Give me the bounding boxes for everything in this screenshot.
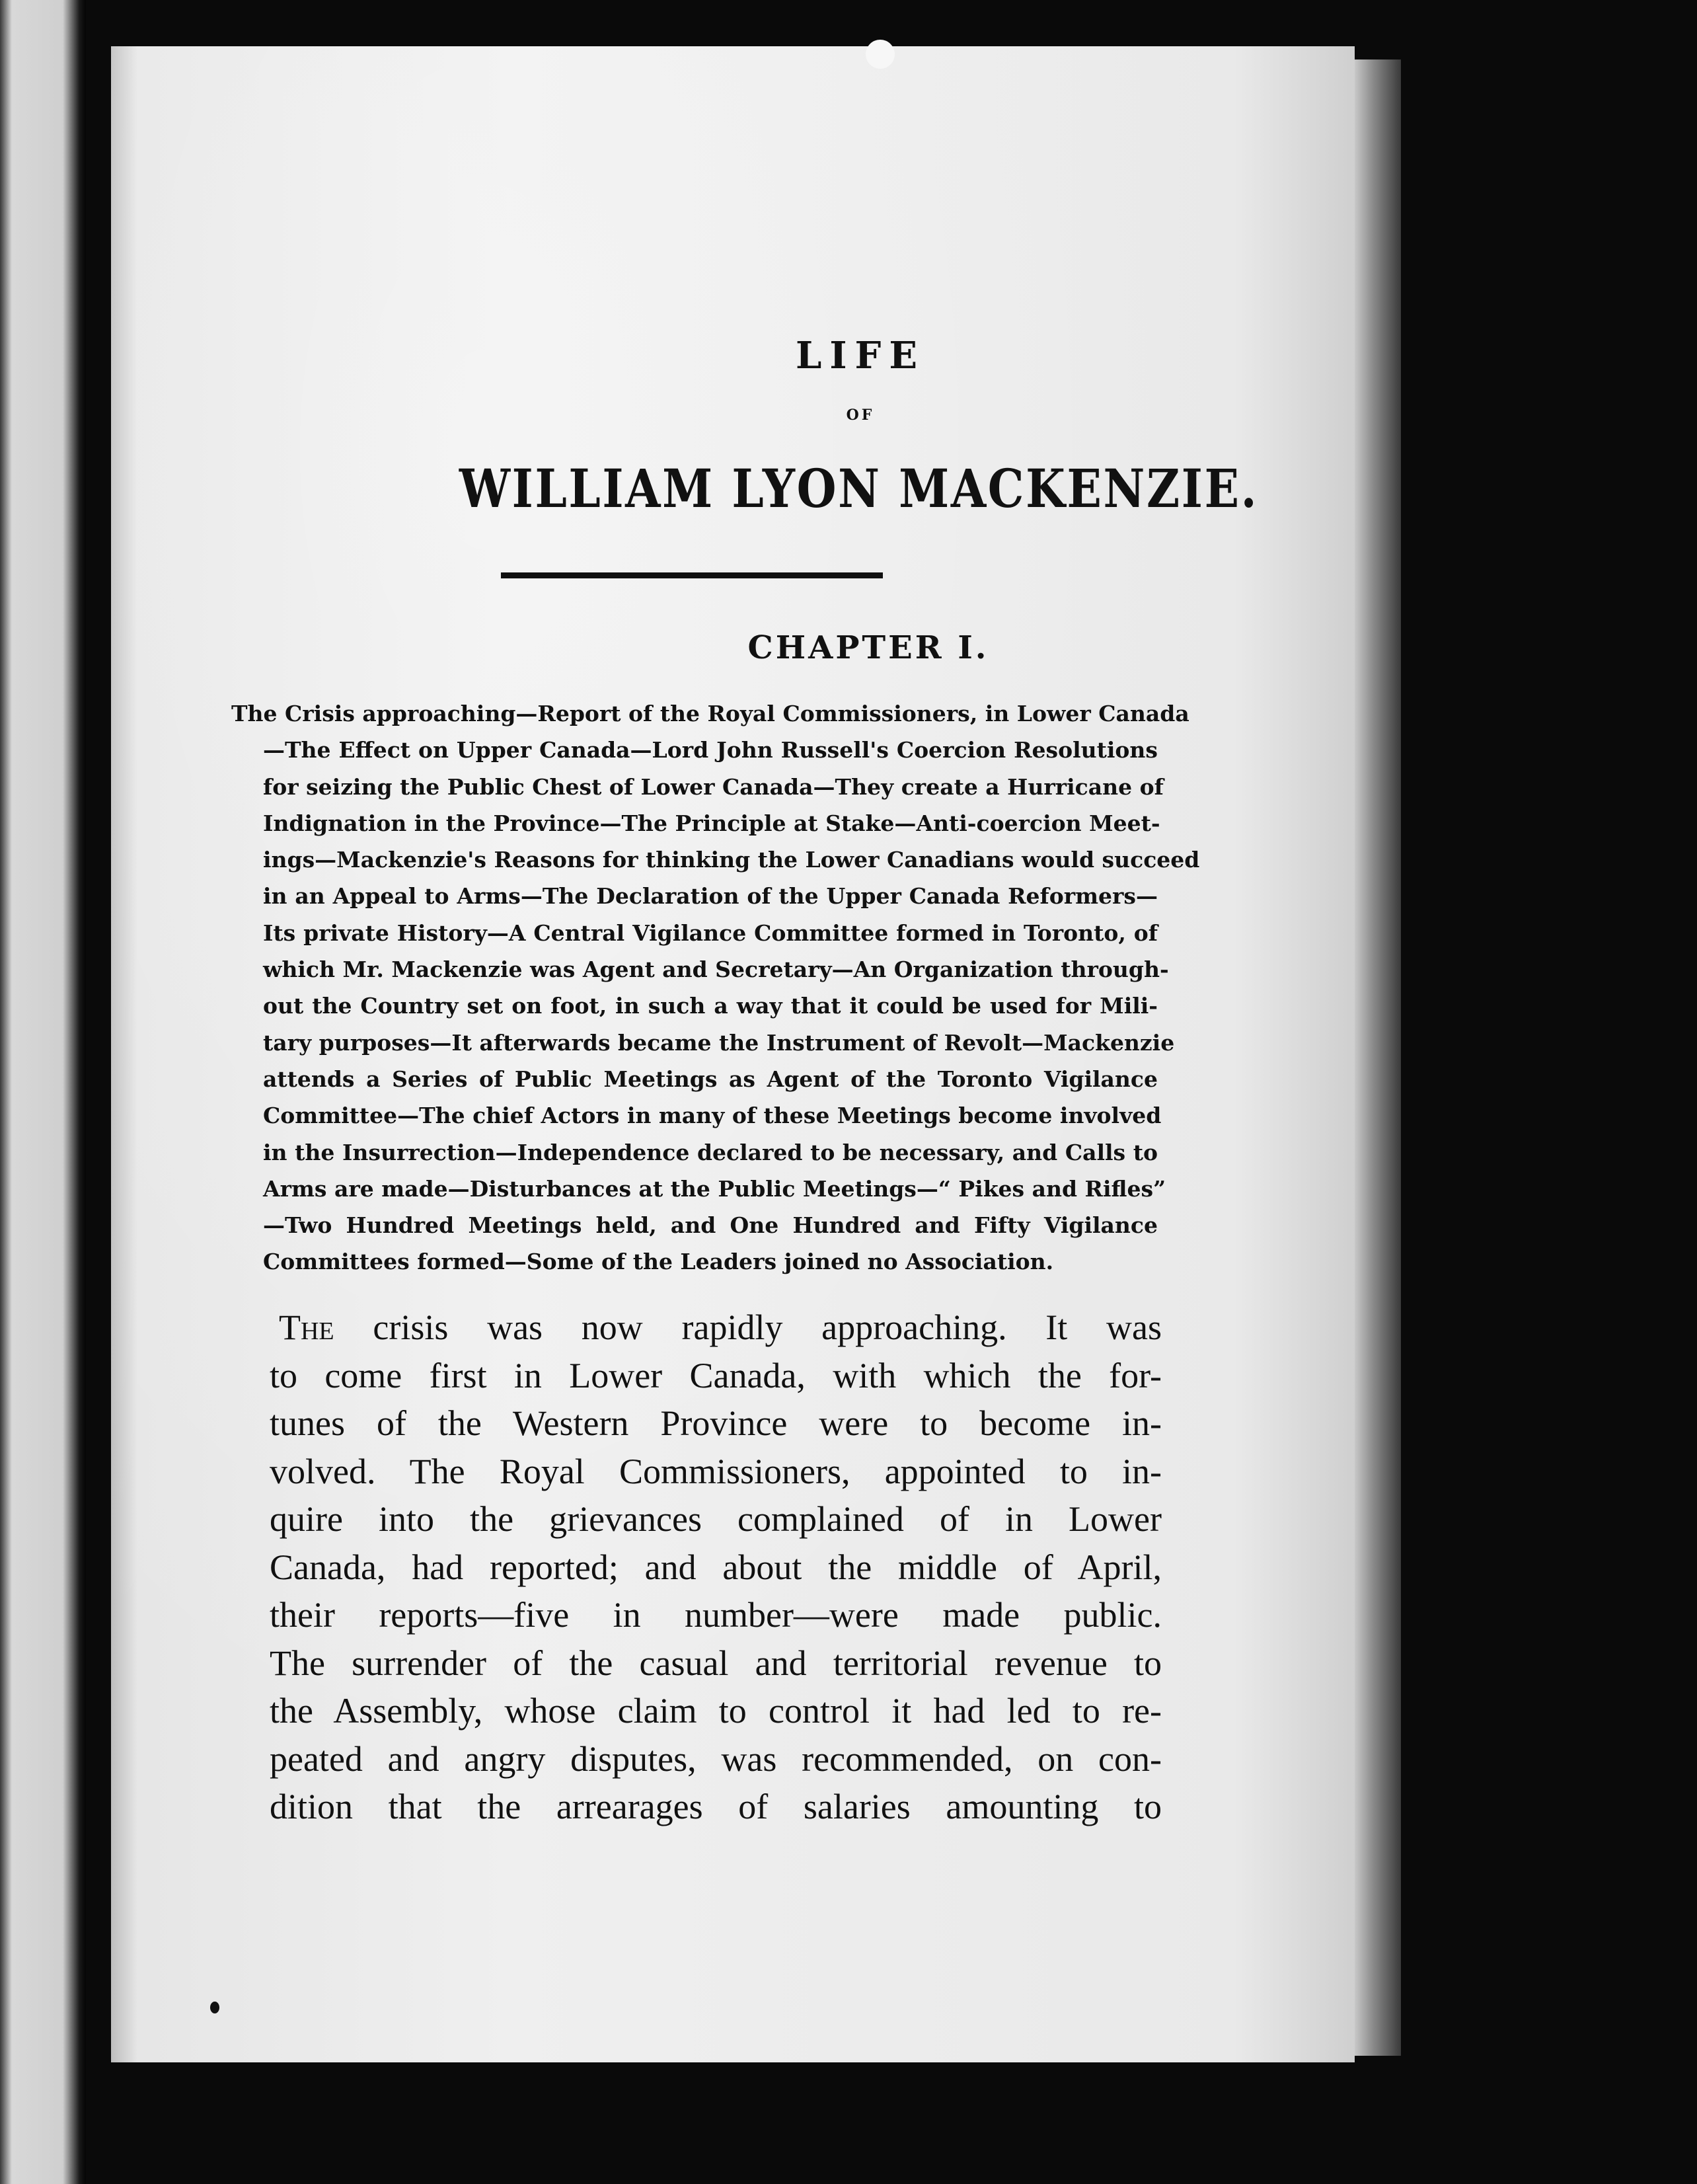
summary-line: attends a Series of Public Meetings as Agent of the Toronto Vigilance <box>263 1066 1158 1092</box>
summary-line: ings—Mackenzie's Reasons for thinking the Lower Canadians would succeed <box>263 847 1200 873</box>
summary-line: Indignation in the Province—The Principle at Stake—Anti-coercion Meet- <box>263 810 1160 836</box>
body-line: their reports—five in number—were made public. <box>270 1595 1162 1635</box>
summary-line: The Crisis approaching—Report of the Royal Commissioners, in Lower Canada <box>231 701 1189 726</box>
body-first-line-text: crisis was now rapidly approaching. It was <box>334 1307 1162 1347</box>
summary-line: tary purposes—It afterwards became the Instrument of Revolt—Mackenzie <box>263 1029 1175 1056</box>
summary-line: —The Effect on Upper Canada—Lord John Russell's Coercion Resolutions <box>263 737 1158 763</box>
chapter-summary <box>231 695 1200 1280</box>
chapter-heading: CHAPTER I. <box>747 629 989 666</box>
summary-line: out the Country set on foot, in such a way that it could be used for Mili- <box>263 993 1158 1019</box>
summary-line: Committee—The chief Actors in many of these Meetings become involved <box>263 1103 1162 1129</box>
body-line: the Assembly, whose claim to control it had led to re- <box>270 1691 1162 1731</box>
body-line: The surrender of the casual and territorial revenue to <box>270 1643 1162 1683</box>
facing-page-edge <box>0 0 86 2184</box>
body-line: quire into the grievances complained of in Lower <box>270 1499 1162 1539</box>
summary-line: which Mr. Mackenzie was Agent and Secretary—An Organization through- <box>263 956 1169 983</box>
scan-dust-spot <box>866 40 895 69</box>
summary-line: Its private History—A Central Vigilance Committee formed in Toronto, of <box>263 919 1158 946</box>
body-line: to come first in Lower Canada, with which the for- <box>270 1355 1162 1395</box>
title-rule <box>501 572 883 578</box>
body-line: tunes of the Western Province were to become in- <box>270 1403 1162 1443</box>
summary-line: in the Insurrection—Independence declared to be necessary, and Calls to <box>263 1139 1158 1165</box>
book-title-life: LIFE <box>795 334 925 377</box>
summary-line: for seizing the Public Chest of Lower Canada—They create a Hurricane of <box>263 773 1164 800</box>
ink-speck <box>210 2002 219 2013</box>
summary-line: in an Appeal to Arms—The Declaration of the Upper Canada Reformers— <box>263 883 1158 910</box>
book-title-name: WILLIAM LYON MACKENZIE. <box>459 457 1259 520</box>
summary-line: —Two Hundred Meetings held, and One Hundred and Fifty Vigilance <box>263 1212 1158 1239</box>
body-line: peated and angry disputes, was recommended, on con- <box>270 1738 1162 1779</box>
body-opening-word: The <box>279 1307 334 1347</box>
body-line: dition that the arrearages of salaries amounting to <box>270 1787 1162 1826</box>
body-line: volved. The Royal Commissioners, appointed to in- <box>270 1451 1162 1491</box>
chapter-body-text <box>270 1304 1162 1831</box>
book-title-of: OF <box>846 407 875 424</box>
body-line <box>270 1304 1162 1352</box>
summary-line: Committees formed—Some of the Leaders joined no Association. <box>263 1249 1054 1275</box>
body-line: Canada, had reported; and about the middle of April, <box>270 1547 1162 1587</box>
summary-line: Arms are made—Disturbances at the Public Meetings—“ Pikes and Rifles” <box>263 1175 1166 1202</box>
